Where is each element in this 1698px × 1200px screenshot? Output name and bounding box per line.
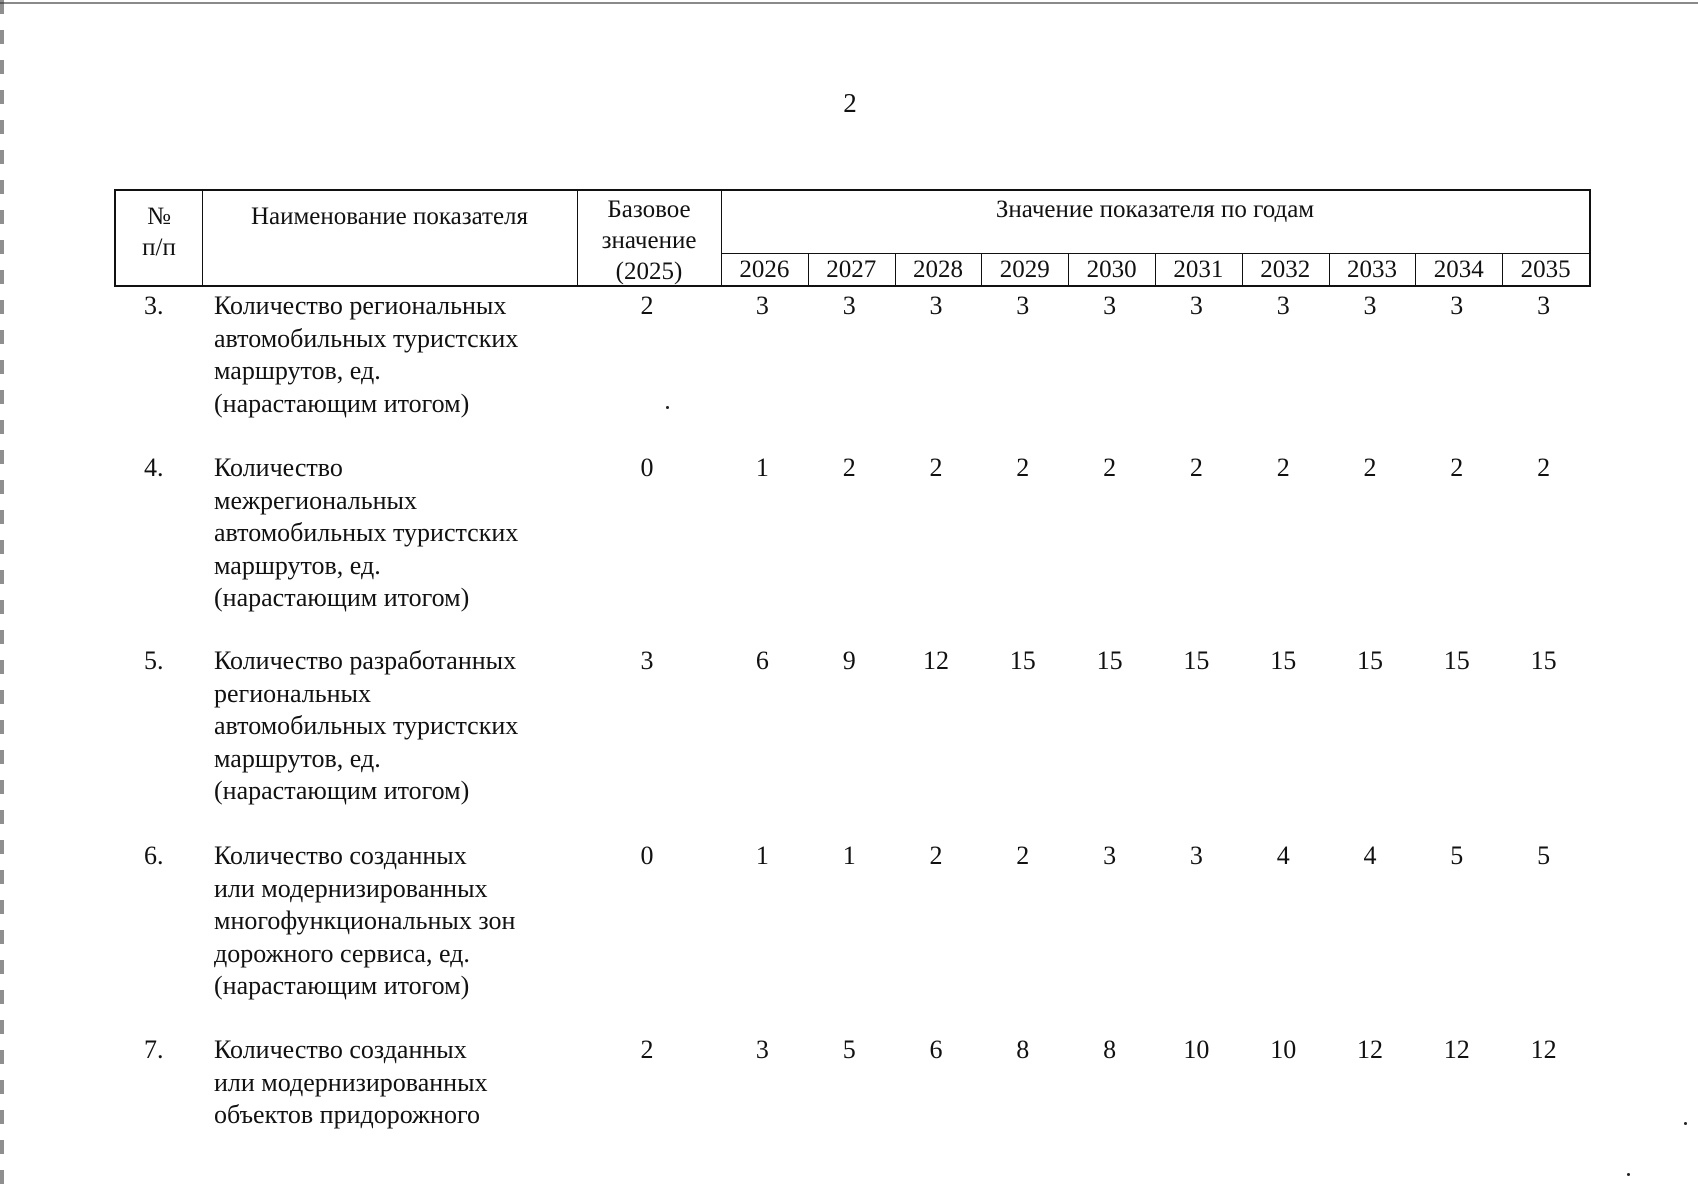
- header-year: 2034: [1433, 256, 1484, 283]
- year-value: 4: [1363, 841, 1377, 870]
- header-base-value: Базовое значение (2025): [601, 196, 697, 285]
- base-value: 2: [640, 1035, 654, 1064]
- header-number: № п/п: [142, 203, 176, 261]
- indicator-name: Количество региональных автомобильных туристских маршрутов, ед. (нарастающим итогом): [214, 291, 519, 418]
- year-value: 3: [842, 291, 856, 320]
- year-value: 2: [929, 453, 943, 482]
- header-year: 2028: [912, 256, 963, 283]
- year-value: 3: [755, 1035, 769, 1064]
- year-value: 3: [1103, 841, 1117, 870]
- year-value: 15: [1443, 646, 1470, 675]
- year-value: 4: [1276, 841, 1290, 870]
- indicator-name: Количество межрегиональных автомобильных туристских маршрутов, ед. (нарастающим итогом): [214, 453, 519, 612]
- year-value: 3: [1363, 291, 1377, 320]
- header-year: 2030: [1086, 256, 1137, 283]
- year-value: 3: [1189, 841, 1203, 870]
- row-number: 7.: [144, 1035, 164, 1064]
- header-year: 2035: [1520, 256, 1571, 283]
- year-value: 15: [1009, 646, 1036, 675]
- year-value: 5: [1537, 841, 1551, 870]
- year-value: 6: [755, 646, 769, 675]
- year-value: 3: [1276, 291, 1290, 320]
- year-value: 5: [842, 1035, 856, 1064]
- year-value: 12: [1443, 1035, 1470, 1064]
- year-value: 2: [1450, 453, 1464, 482]
- year-value: 2: [1189, 453, 1203, 482]
- page-number: 2: [843, 88, 857, 118]
- indicator-name: Количество созданных или модернизированных объектов придорожного: [214, 1035, 488, 1129]
- year-value: 15: [1530, 646, 1557, 675]
- year-value: 2: [1016, 453, 1030, 482]
- header-year: 2032: [1260, 256, 1311, 283]
- indicator-name: Количество созданных или модернизированных многофункциональных зон дорожного сервиса, ед. (нарастающим итогом): [214, 841, 516, 1000]
- year-value: 1: [755, 841, 769, 870]
- row-number: 4.: [144, 453, 164, 482]
- year-value: 3: [1537, 291, 1551, 320]
- year-value: 6: [929, 1035, 943, 1064]
- scan-border-top: [0, 2, 1698, 4]
- row-number: 6.: [144, 841, 164, 870]
- year-value: 2: [1016, 841, 1030, 870]
- year-value: 3: [755, 291, 769, 320]
- year-value: 1: [755, 453, 769, 482]
- year-value: 3: [1189, 291, 1203, 320]
- year-value: 15: [1270, 646, 1297, 675]
- year-value: 2: [1103, 453, 1117, 482]
- year-value: 2: [1537, 453, 1551, 482]
- scan-speck: [666, 406, 669, 409]
- header-name: Наименование показателя: [250, 203, 529, 230]
- row-number: 3.: [144, 291, 164, 320]
- base-value: 0: [640, 453, 654, 482]
- year-value: 8: [1103, 1035, 1117, 1064]
- year-value: 15: [1356, 646, 1383, 675]
- base-value: 3: [640, 646, 654, 675]
- year-value: 12: [1356, 1035, 1383, 1064]
- year-value: 2: [842, 453, 856, 482]
- indicator-name: Количество разработанных региональных автомобильных туристских маршрутов, ед. (нарастающим итогом): [214, 646, 519, 805]
- year-value: 1: [842, 841, 856, 870]
- base-value: 0: [640, 841, 654, 870]
- header-years-group: Значение показателя по годам: [995, 196, 1315, 223]
- year-value: 9: [842, 646, 856, 675]
- year-value: 15: [1183, 646, 1210, 675]
- year-value: 10: [1183, 1035, 1210, 1064]
- table-header: [114, 189, 1591, 287]
- header-year: 2029: [999, 256, 1050, 283]
- year-value: 3: [1016, 291, 1030, 320]
- year-value: 12: [922, 646, 949, 675]
- year-value: 12: [1530, 1035, 1557, 1064]
- year-value: 2: [929, 841, 943, 870]
- header-year: 2027: [826, 256, 877, 283]
- year-value: 15: [1096, 646, 1123, 675]
- year-value: 2: [1276, 453, 1290, 482]
- scan-speck: [1684, 1122, 1687, 1125]
- year-value: 8: [1016, 1035, 1030, 1064]
- scan-border-left: [0, 0, 4, 1200]
- year-value: 3: [1103, 291, 1117, 320]
- header-year: 2033: [1346, 256, 1397, 283]
- header-year: 2026: [739, 256, 790, 283]
- year-value: 10: [1270, 1035, 1297, 1064]
- year-value: 3: [1450, 291, 1464, 320]
- base-value: 2: [640, 291, 654, 320]
- row-number: 5.: [144, 646, 164, 675]
- year-value: 5: [1450, 841, 1464, 870]
- year-value: 3: [929, 291, 943, 320]
- year-value: 2: [1363, 453, 1377, 482]
- scan-speck: [1627, 1173, 1630, 1176]
- header-year: 2031: [1173, 256, 1224, 283]
